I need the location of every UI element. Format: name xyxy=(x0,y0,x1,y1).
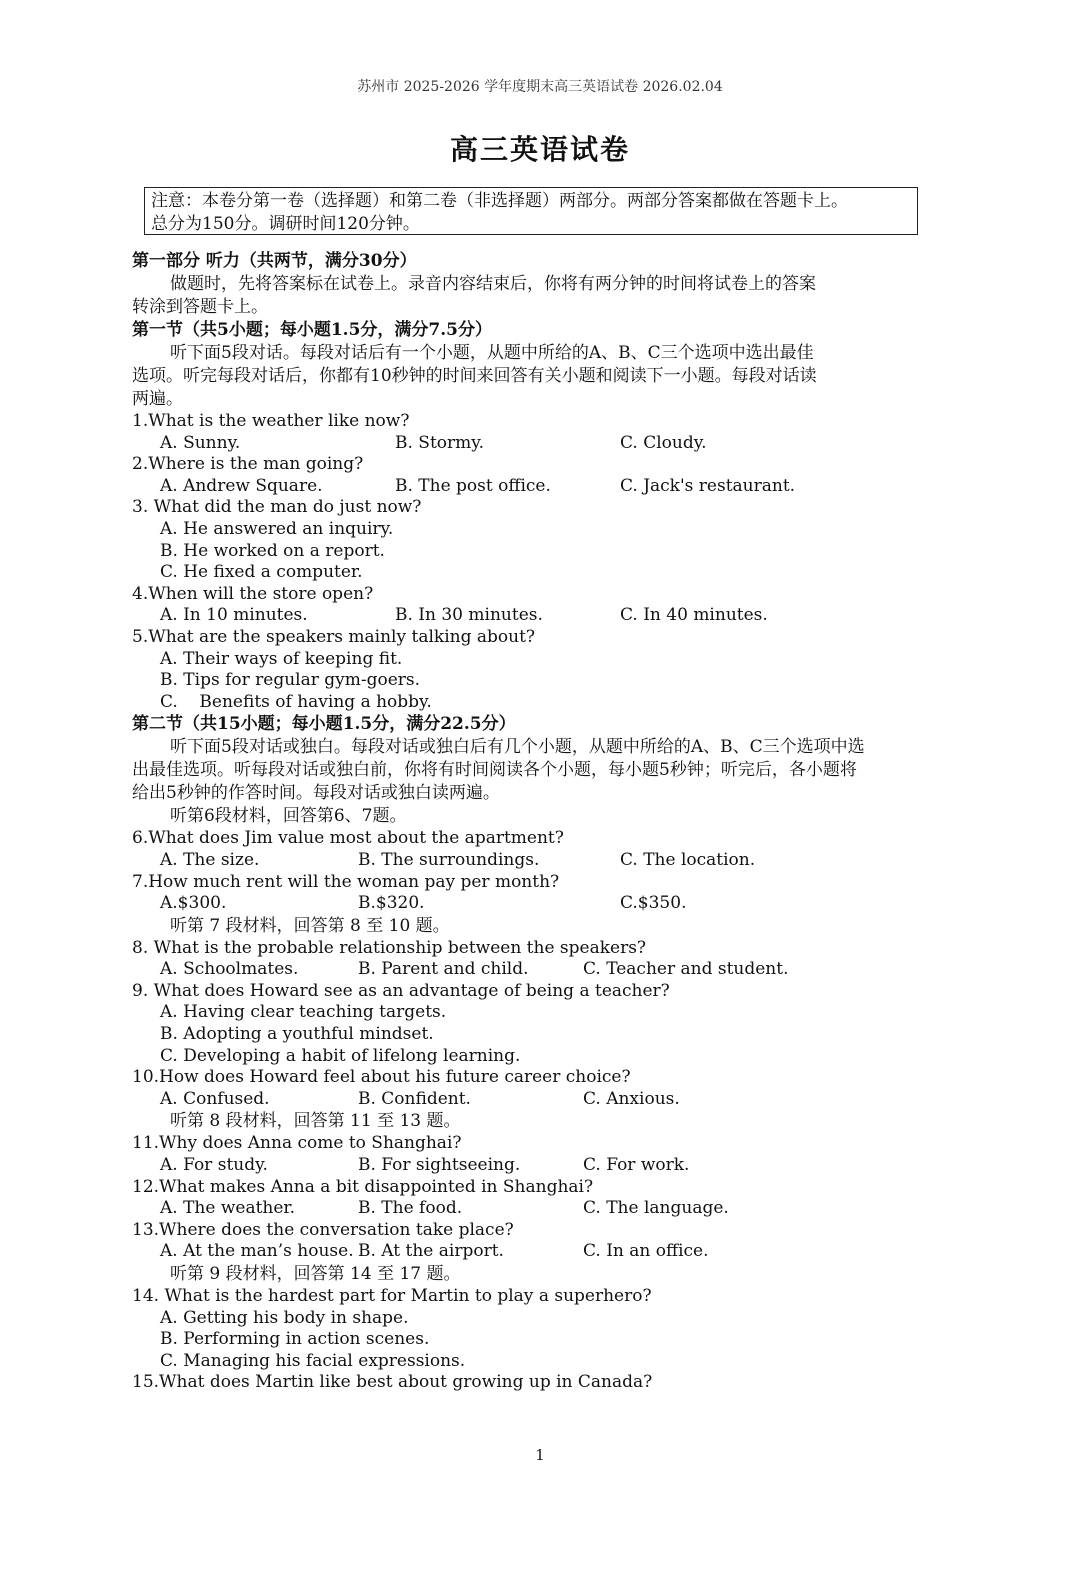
option-c: C. The location. xyxy=(620,849,756,870)
part1-heading: 第一部分 听力（共两节，满分30分） xyxy=(132,251,417,271)
option-b: B. The food. xyxy=(358,1198,463,1219)
option-c: C. Anxious. xyxy=(583,1088,680,1109)
notice-line: 注意：本卷分第一卷（选择题）和第二卷（非选择题）两部分。两部分答案都做在答题卡上。 xyxy=(151,191,848,211)
options-10 xyxy=(132,1089,932,1111)
option-b: B.$320. xyxy=(358,893,425,914)
question-4: 4.When will the store open? xyxy=(132,583,374,604)
question-10: 10.How does Howard feel about his future career choice? xyxy=(132,1067,631,1088)
notice-line: 总分为150分。调研时间120分钟。 xyxy=(151,214,420,234)
options-11 xyxy=(132,1155,932,1177)
part1-intro-line: 做题时，先将答案标在试卷上。录音内容结束后，你将有两分钟的时间将试卷上的答案 xyxy=(170,274,816,294)
exam-body xyxy=(132,250,932,1394)
question-12: 12.What makes Anna a bit disappointed in Shanghai? xyxy=(132,1176,594,1197)
notice-box xyxy=(144,187,918,235)
section1-intro-line: 听下面5段对话。每段对话后有一个小题，从题中所给的A、B、C三个选项中选出最佳 xyxy=(170,343,814,363)
options-4 xyxy=(132,605,932,627)
option-b: B. For sightseeing. xyxy=(358,1155,521,1176)
question-8: 8. What is the probable relationship between the speakers? xyxy=(132,937,647,958)
option-a: A. At the man’s house. xyxy=(160,1241,354,1262)
option-a: A. Their ways of keeping fit. xyxy=(160,648,403,669)
question-13: 13.Where does the conversation take place? xyxy=(132,1219,514,1240)
option-b: B. In 30 minutes. xyxy=(395,605,543,626)
option-a: A. Sunny. xyxy=(160,432,241,453)
option-c: C. He fixed a computer. xyxy=(160,562,363,583)
page-title: 高三英语试卷 xyxy=(449,133,630,166)
option-c: C. In an office. xyxy=(583,1241,709,1262)
option-a: A. Getting his body in shape. xyxy=(160,1307,409,1328)
question-9: 9. What does Howard see as an advantage of being a teacher? xyxy=(132,980,670,1001)
exam-header: 苏州市 2025-2026 学年度期末高三英语试卷 2026.02.04 xyxy=(357,79,723,95)
option-b: B. He worked on a report. xyxy=(160,540,385,561)
option-c: C. Jack's restaurant. xyxy=(620,475,796,496)
option-b: B. The post office. xyxy=(395,475,551,496)
question-15: 15.What does Martin like best about growing up in Canada? xyxy=(132,1372,653,1393)
option-c: C. The language. xyxy=(583,1198,729,1219)
option-c: C. Benefits of having a hobby. xyxy=(160,691,432,712)
option-b: B. Confident. xyxy=(358,1088,471,1109)
option-c: C. For work. xyxy=(583,1155,690,1176)
question-14: 14. What is the hardest part for Martin to play a superhero? xyxy=(132,1286,652,1306)
options-8 xyxy=(132,959,932,981)
option-a: A. Schoolmates. xyxy=(160,959,299,980)
option-c: C. Cloudy. xyxy=(620,432,707,453)
option-c: C.$350. xyxy=(620,893,687,914)
section1-intro-line: 选项。听完每段对话后，你都有10秒钟的时间来回答有关小题和阅读下一小题。每段对话读 xyxy=(132,366,817,386)
question-1: 1.What is the weather like now? xyxy=(132,411,410,431)
options-7 xyxy=(132,893,932,915)
option-c: C. Developing a habit of lifelong learning. xyxy=(160,1045,521,1066)
option-a: A. Confused. xyxy=(160,1088,270,1109)
question-3: 3. What did the man do just now? xyxy=(132,497,422,518)
option-b: B. Stormy. xyxy=(395,432,485,453)
options-13 xyxy=(132,1241,932,1263)
option-a: A. The weather. xyxy=(160,1198,296,1219)
question-5: 5.What are the speakers mainly talking about? xyxy=(132,626,536,647)
option-c: C. In 40 minutes. xyxy=(620,605,768,626)
option-c: C. Managing his facial expressions. xyxy=(160,1350,466,1371)
option-a: A. For study. xyxy=(160,1155,268,1176)
material-6-heading: 听第6段材料，回答第6、7题。 xyxy=(170,806,407,827)
material-7-heading: 听第 7 段材料，回答第 8 至 10 题。 xyxy=(170,915,450,936)
material-9-heading: 听第 9 段材料，回答第 14 至 17 题。 xyxy=(170,1264,461,1284)
option-a: A. He answered an inquiry. xyxy=(160,518,394,539)
question-7: 7.How much rent will the woman pay per month? xyxy=(132,871,560,892)
part1-intro-line: 转涂到答题卡上。 xyxy=(132,297,268,317)
options-6 xyxy=(132,850,932,872)
section2-heading: 第二节（共15小题；每小题1.5分，满分22.5分） xyxy=(132,714,516,735)
section2-intro-line: 给出5秒钟的作答时间。每段对话或独白读两遍。 xyxy=(132,783,500,804)
question-6: 6.What does Jim value most about the apartment? xyxy=(132,828,564,849)
page-number: 1 xyxy=(535,1446,545,1464)
option-a: A. Having clear teaching targets. xyxy=(160,1002,447,1023)
options-1 xyxy=(132,433,932,455)
material-8-heading: 听第 8 段材料，回答第 11 至 13 题。 xyxy=(170,1111,461,1132)
option-b: B. Parent and child. xyxy=(358,959,529,980)
option-c: C. Teacher and student. xyxy=(583,959,789,980)
option-a: A. In 10 minutes. xyxy=(160,605,308,626)
question-11: 11.Why does Anna come to Shanghai? xyxy=(132,1133,462,1154)
option-a: A.$300. xyxy=(160,893,227,914)
option-b: B. At the airport. xyxy=(358,1241,504,1262)
option-b: B. Tips for regular gym-goers. xyxy=(160,670,421,691)
section2-intro-line: 出最佳选项。听每段对话或独白前，你将有时间阅读各个小题，每小题5秒钟；听完后，各小题将 xyxy=(132,760,857,781)
option-b: B. Performing in action scenes. xyxy=(160,1329,430,1350)
option-b: B. The surroundings. xyxy=(358,849,540,870)
option-b: B. Adopting a youthful mindset. xyxy=(160,1024,434,1045)
option-a: A. The size. xyxy=(160,849,260,870)
section2-intro-line: 听下面5段对话或独白。每段对话或独白后有几个小题，从题中所给的A、B、C三个选项中选 xyxy=(170,737,865,758)
option-a: A. Andrew Square. xyxy=(160,475,323,496)
options-2 xyxy=(132,476,932,498)
options-12 xyxy=(132,1198,932,1220)
section1-heading: 第一节（共5小题；每小题1.5分，满分7.5分） xyxy=(132,320,492,340)
section1-intro-line: 两遍。 xyxy=(132,389,183,409)
question-2: 2.Where is the man going? xyxy=(132,454,364,475)
